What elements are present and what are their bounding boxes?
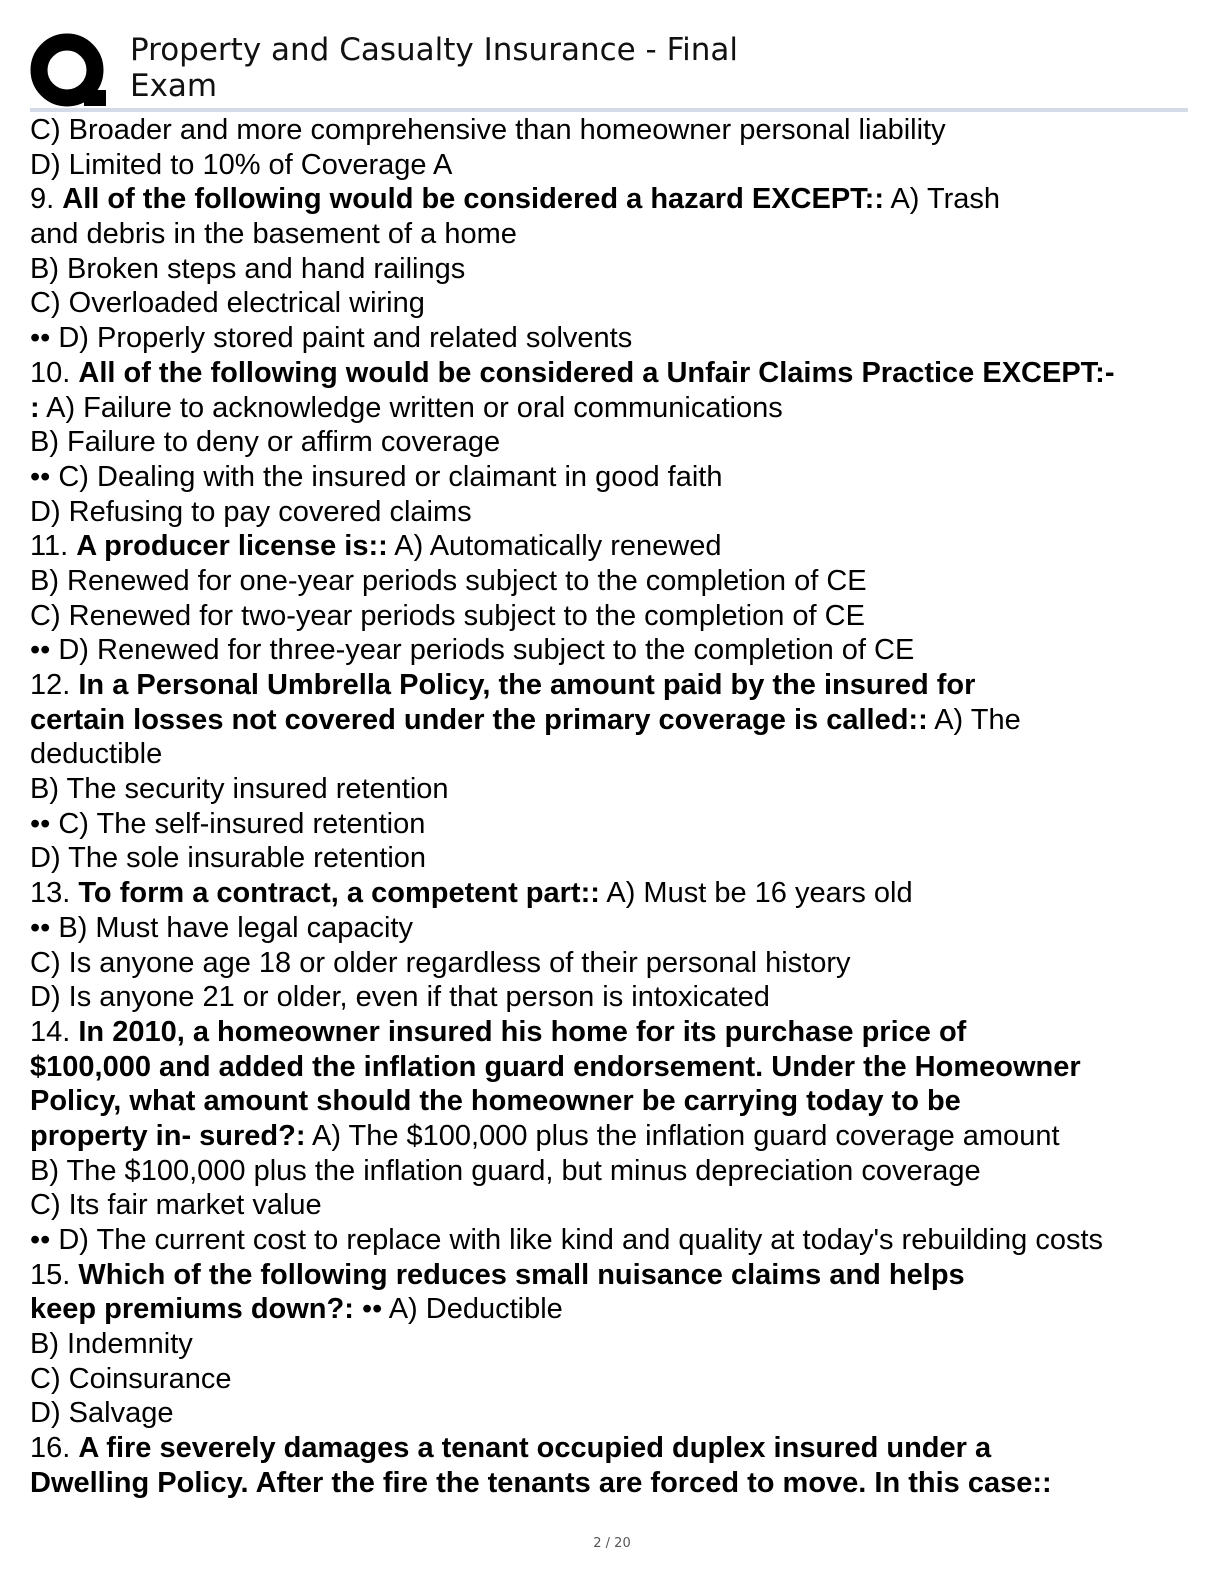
answer-text: •• C) Dealing with the insured or claimant in good faith: [30, 460, 723, 493]
text-line: [30, 321, 1205, 356]
answer-text: deductible: [30, 738, 163, 771]
answer-text: A) Trash: [883, 183, 1001, 216]
text-line: [30, 807, 1205, 842]
question-text: keep premiums down?:: [30, 1293, 354, 1326]
text-line: [30, 1119, 1205, 1154]
question-number: 15.: [30, 1258, 79, 1291]
answer-text: •• B) Must have legal capacity: [30, 911, 413, 944]
question-text: property in- sured?:: [30, 1119, 306, 1152]
question-number: 14.: [30, 1015, 79, 1048]
answer-text: and debris in the basement of a home: [30, 218, 517, 251]
answer-text: •• A) Deductible: [353, 1293, 563, 1326]
text-line: [30, 182, 1205, 217]
question-text: A producer license is::: [76, 530, 388, 563]
logo-icon: [30, 32, 108, 110]
text-line: [30, 737, 1205, 772]
question-text: In a Personal Umbrella Policy, the amount paid by the insured for: [78, 669, 976, 701]
answer-text: A) Failure to acknowledge written or oral communications: [39, 391, 783, 424]
answer-text: C) Renewed for two-year periods subject to the completion of CE: [30, 599, 865, 632]
text-line: [30, 1431, 1205, 1466]
text-line: [30, 217, 1205, 252]
text-line: [30, 946, 1205, 981]
text-line: [30, 425, 1205, 460]
question-text: Policy, what amount should the homeowner be carrying today to be: [30, 1085, 961, 1118]
answer-text: B) The security insured retention: [30, 773, 449, 806]
text-line: [30, 564, 1205, 599]
exam-content: [30, 113, 1205, 1501]
text-line: [30, 911, 1205, 946]
question-text: In 2010, a homeowner insured his home for its purchase price of: [78, 1015, 967, 1048]
header-divider: [30, 108, 1188, 112]
text-line: [30, 1015, 1205, 1050]
question-text: :: [30, 391, 40, 424]
text-line: [30, 599, 1205, 634]
text-line: [30, 286, 1205, 321]
text-line: [30, 356, 1205, 391]
text-line: [30, 876, 1205, 911]
question-number: 11.: [30, 530, 77, 563]
answer-text: B) Indemnity: [30, 1328, 193, 1361]
answer-text: C) Coinsurance: [30, 1362, 232, 1395]
text-line: [30, 1362, 1205, 1397]
question-text: All of the following would be considered a hazard EXCEPT::: [62, 183, 884, 216]
answer-text: A) Must be 16 years old: [599, 877, 913, 910]
question-number: 9.: [30, 183, 63, 216]
text-line: [30, 1292, 1205, 1327]
answer-text: D) Refusing to pay covered claims: [30, 495, 472, 528]
answer-text: B) Broken steps and hand railings: [30, 252, 466, 285]
answer-text: B) Failure to deny or affirm coverage: [30, 426, 501, 459]
text-line: [30, 633, 1205, 668]
text-line: [30, 1050, 1205, 1085]
question-text: Dwelling Policy. After the fire the tenants are forced to move. In this case::: [30, 1466, 1052, 1499]
text-line: [30, 495, 1205, 530]
question-text: certain losses not covered under the primary coverage is called::: [30, 703, 928, 736]
text-line: [30, 148, 1205, 183]
answer-text: A) The $100,000 plus the inflation guard coverage amount: [305, 1119, 1060, 1152]
text-line: [30, 668, 1205, 703]
answer-text: B) The $100,000 plus the inflation guard, but minus depreciation coverage: [30, 1154, 981, 1187]
text-line: [30, 841, 1205, 876]
text-line: [30, 1084, 1205, 1119]
text-line: [30, 1396, 1205, 1431]
text-line: [30, 460, 1205, 495]
answer-text: D) Salvage: [30, 1397, 174, 1430]
answer-text: •• D) Renewed for three-year periods subject to the completion of CE: [30, 634, 915, 667]
text-line: [30, 1327, 1205, 1362]
question-text: To form a contract, a competent part::: [78, 877, 600, 910]
text-line: [30, 980, 1205, 1015]
document-title: Property and Casualty Insurance - Final Exam: [130, 32, 739, 104]
question-number: 16.: [30, 1432, 79, 1465]
text-line: [30, 1188, 1205, 1223]
answer-text: C) Overloaded electrical wiring: [30, 287, 425, 320]
text-line: [30, 1223, 1205, 1258]
text-line: [30, 1258, 1205, 1293]
question-text: All of the following would be considered a Unfair Claims Practice EXCEPT:-: [78, 356, 1115, 389]
answer-text: C) Is anyone age 18 or older regardless of their personal history: [30, 946, 851, 979]
question-text: Which of the following reduces small nuisance claims and helps: [78, 1258, 965, 1291]
question-number: 13.: [30, 877, 79, 910]
page-header: [30, 28, 1188, 112]
answer-text: B) Renewed for one-year periods subject to the completion of CE: [30, 564, 867, 597]
text-line: [30, 252, 1205, 287]
answer-text: A) Automatically renewed: [387, 530, 722, 563]
answer-text: A) The: [927, 703, 1021, 736]
answer-text: D) The sole insurable retention: [30, 842, 427, 875]
text-line: [30, 772, 1205, 807]
text-line: [30, 703, 1205, 738]
answer-text: •• C) The self-insured retention: [30, 807, 426, 840]
page-number: 2 / 20: [593, 1536, 631, 1551]
answer-text: C) Broader and more comprehensive than homeowner personal liability: [30, 114, 946, 146]
question-text: A fire severely damages a tenant occupied duplex insured under a: [78, 1432, 992, 1465]
text-line: [30, 113, 1205, 148]
answer-text: •• D) The current cost to replace with like kind and quality at today's rebuilding costs: [30, 1224, 1104, 1256]
answer-text: C) Its fair market value: [30, 1189, 322, 1222]
answer-text: •• D) Properly stored paint and related solvents: [30, 322, 633, 355]
question-number: 10.: [30, 356, 79, 389]
text-line: [30, 529, 1205, 564]
question-text: $100,000 and added the inflation guard endorsement. Under the Homeowner: [30, 1050, 1081, 1083]
answer-text: D) Limited to 10% of Coverage A: [30, 148, 453, 181]
text-line: [30, 1466, 1205, 1501]
answer-text: D) Is anyone 21 or older, even if that person is intoxicated: [30, 981, 770, 1014]
text-line: [30, 1154, 1205, 1189]
text-line: [30, 391, 1205, 426]
question-number: 12.: [30, 669, 79, 701]
